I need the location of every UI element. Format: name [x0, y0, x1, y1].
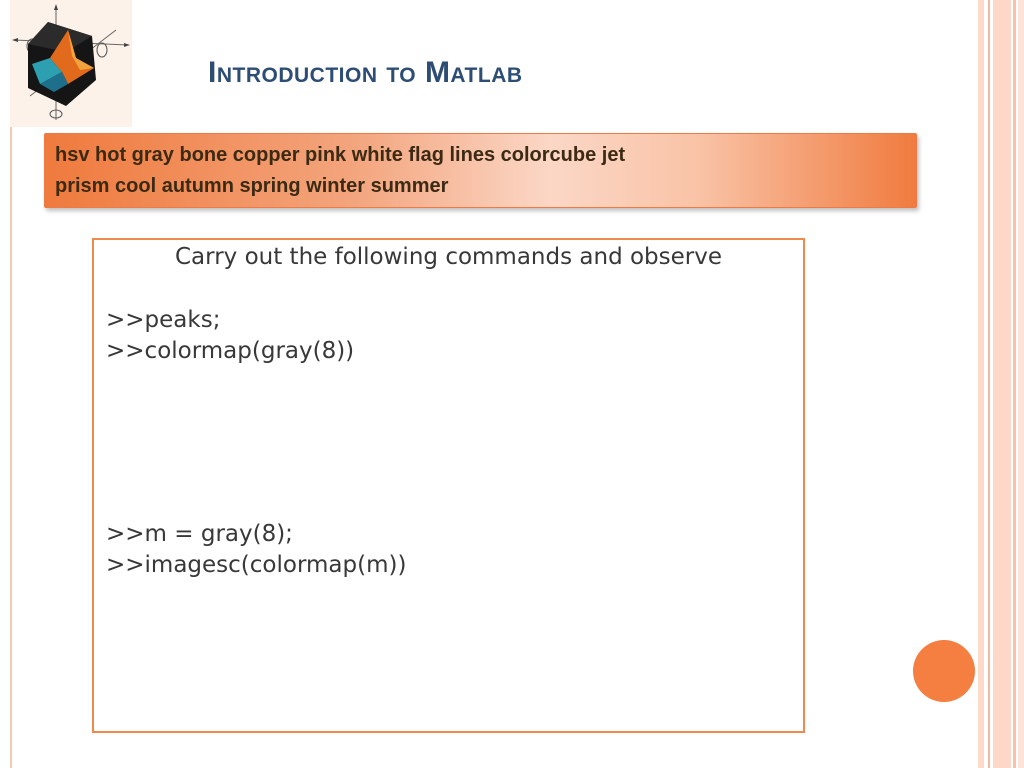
command-line: >>m = gray(8); — [106, 521, 293, 547]
banner-line-1: hsv hot gray bone copper pink white flag lines colorcube jet — [55, 144, 626, 166]
right-border-stripe — [978, 0, 984, 768]
right-border-stripe — [1018, 0, 1024, 768]
command-line: >>colormap(gray(8)) — [106, 338, 355, 364]
right-border-stripe — [1013, 0, 1016, 768]
right-border-stripe — [993, 0, 1011, 768]
instructions-box — [92, 238, 805, 733]
command-line: >>imagesc(colormap(m)) — [106, 552, 407, 578]
decorative-circle-icon — [913, 640, 975, 702]
instructions-heading: Carry out the following commands and observe — [174, 244, 723, 270]
command-line: >>peaks; — [106, 307, 221, 333]
matlab-logo-icon — [10, 0, 132, 127]
slide-title: Introduction to Matlab — [208, 56, 523, 89]
colormap-list-banner — [44, 133, 917, 208]
banner-line-2: prism cool autumn spring winter summer — [55, 175, 449, 197]
right-border-stripe — [988, 0, 990, 768]
